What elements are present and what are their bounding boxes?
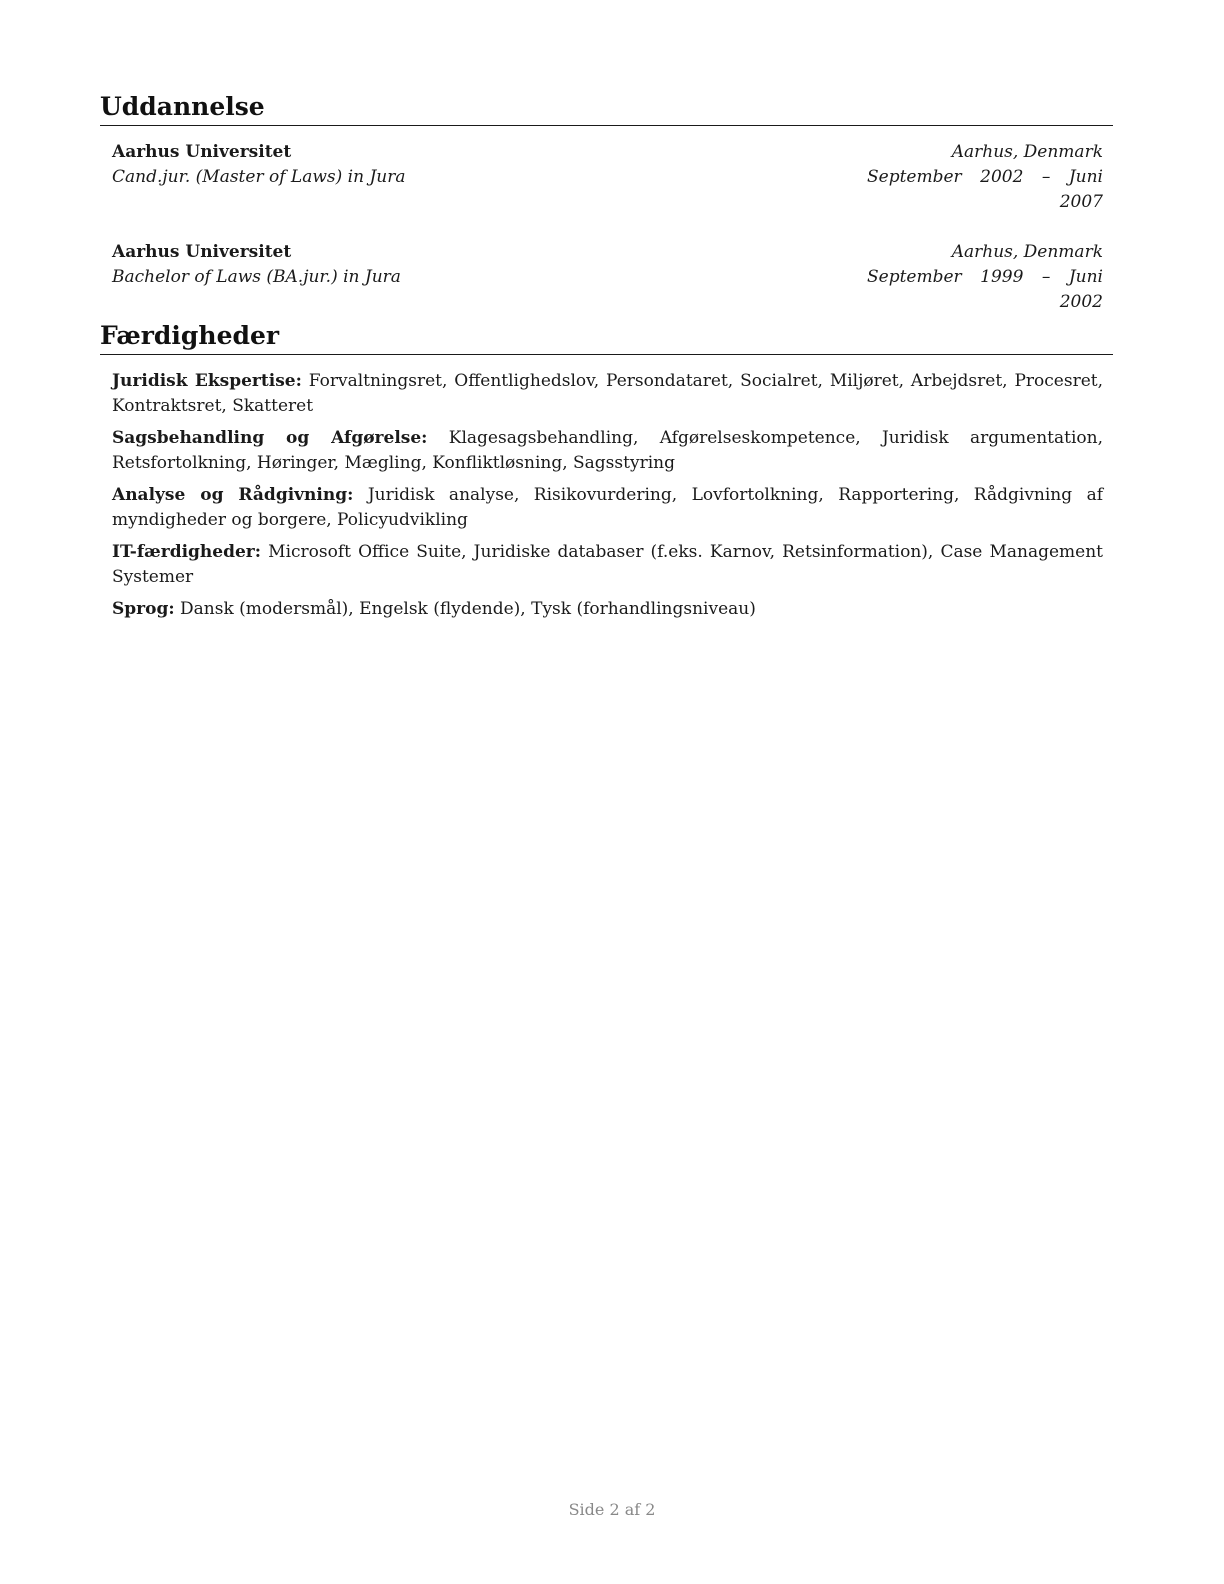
school-location: Aarhus, Denmark <box>951 142 1103 162</box>
school-location: Aarhus, Denmark <box>951 242 1103 262</box>
school-name: Aarhus Universitet <box>112 242 292 262</box>
skill-text: Juridisk analyse, Risikovurdering, Lovfortolkning, Rapportering, Rådgivning af myndigheder og borgere, Policyudvikling <box>112 485 1103 530</box>
degree-title: Bachelor of Laws (BA.jur.) in Jura <box>112 267 401 287</box>
page-number-footer: Side 2 af 2 <box>568 1500 656 1519</box>
education-entry-right <box>867 240 1103 315</box>
skill-item <box>112 597 1103 622</box>
skills-list <box>100 369 1113 622</box>
skill-text: Klagesagsbehandling, Afgørelseskompetence, Juridisk argumentation, Retsfortolkning, Høringer, Mægling, Konfliktløsning, Sagsstyring <box>112 428 1103 473</box>
skill-label: Sagsbehandling og Afgørelse: <box>112 428 428 448</box>
education-entry-right <box>867 140 1103 215</box>
skill-label: Juridisk Ekspertise: <box>112 371 302 391</box>
education-entry-left <box>112 240 752 315</box>
skill-label: Analyse og Rådgivning: <box>112 485 354 505</box>
skill-label: Sprog: <box>112 599 175 619</box>
skills-heading: Færdigheder <box>100 319 1113 355</box>
skill-label: IT-færdigheder: <box>112 542 262 562</box>
education-dates: September 2002 – Juni 2007 <box>867 167 1103 212</box>
education-list <box>100 140 1113 315</box>
skill-text: Forvaltningsret, Offentlighedslov, Persondataret, Socialret, Miljøret, Arbejdsret, Procesret, Kontraktsret, Skatteret <box>112 371 1103 416</box>
education-entry-left <box>112 140 752 215</box>
skill-item <box>112 369 1103 419</box>
skill-text: Dansk (modersmål), Engelsk (flydende), Tysk (forhandlingsniveau) <box>180 599 756 619</box>
education-dates: September 1999 – Juni 2002 <box>867 267 1103 312</box>
skill-item <box>112 540 1103 590</box>
skill-item <box>112 483 1103 533</box>
education-entry <box>112 240 1103 315</box>
skill-item <box>112 426 1103 476</box>
skill-text: Microsoft Office Suite, Juridiske databaser (f.eks. Karnov, Retsinformation), Case Management Systemer <box>112 542 1104 587</box>
education-heading: Uddannelse <box>100 90 1113 126</box>
education-entry <box>112 140 1103 215</box>
degree-title: Cand.jur. (Master of Laws) in Jura <box>112 167 406 187</box>
resume-page <box>100 90 1113 629</box>
school-name: Aarhus Universitet <box>112 142 292 162</box>
